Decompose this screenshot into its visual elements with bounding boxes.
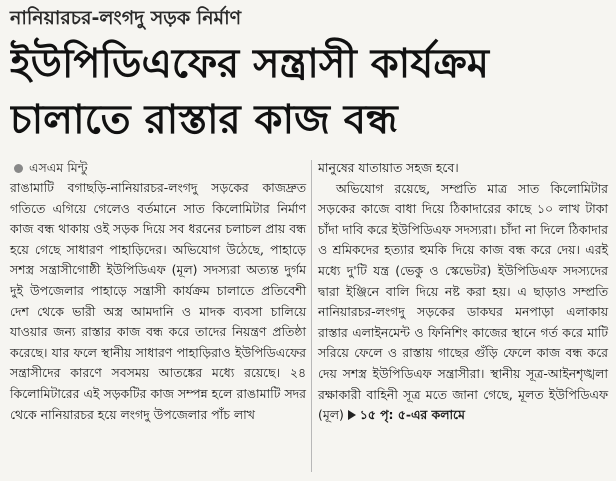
continued-jump bbox=[348, 407, 465, 422]
byline-author: এসএম মিন্টু bbox=[29, 160, 88, 175]
kicker-line: নানিয়ারচর-লংগদু সড়ক নির্মাণ bbox=[10, 7, 242, 29]
article-column-left bbox=[10, 178, 306, 425]
triangle-icon bbox=[348, 410, 356, 420]
paragraph: রাঙামাটি বগাছড়ি-নানিয়ারচর-লংগদু সড়কের কাজদ্রুত গতিতে এগিয়ে গেলেও বর্তমানে সাত কিলোমিটার নির্মাণ কাজ বন্ধ থাকায় ওই সড়ক দিয়ে সব ধরনের চলাচল প্রায় বন্ধ হয়ে গেছে সাধারণ পাহাড়িদের। অভিযোগ উঠেছে, পাহাড়ে সশস্ত্র সন্ত্রাসীগোষ্ঠী ইউপিডিএফ (মূল) সদস্যরা অত্যন্ত দুর্গম দুই উপজেলার পাহাড়ে সন্ত্রাসী কার্যক্রম চালাতে প্রতিবেশী দেশ থেকে ভারী অস্ত্র আমদানি ও মাদক ব্যবসা চালিয়ে যাওয়ার জন্য রাস্তার কাজ বন্ধ করে তাদের নিয়ন্ত্রণ প্রতিষ্ঠা করেছে। যার ফলে স্থানীয় সাধারণ পাহাড়িরাও ইউপিডিএফের সন্ত্রাসীদের কারণে সবসময় আতঙ্কের মধ্যে রয়েছে। ২৪ কিলোমিটারের এই সড়কটির কাজ সম্পন্ন হলে রাঙামাটি সদর থেকে নানিয়ারচর হয়ে লংগদু উপজেলার পাঁচ লাখ bbox=[10, 180, 306, 422]
bullet-icon bbox=[14, 164, 23, 173]
paragraph-carry: মানুষের যাতায়াত সহজ হবে। bbox=[318, 160, 459, 175]
article-column-right bbox=[318, 158, 608, 426]
paragraph-text: অভিযোগ রয়েছে, সম্প্রতি মাত্র সাত কিলোমিটার সড়কের কাজে বাধা দিয়ে ঠিকাদারের কাছে ১০ লাখ টাকা চাঁদা দাবি করে ইউপিডিএফ সদস্যরা। চাঁদা না দিলে ঠিকাদার ও শ্রমিকদের হত্যার হুমকি দিয়ে কাজ বন্ধ করে দেয়। এরই মধ্যে দু'টি যন্ত্র (ভেকু ও স্কেভেটর) ইউপিডিএফ সদস্যদের দ্বারা ইঞ্জিনে বালি দিয়ে নষ্ট করা হয়। এ ছাড়াও সম্প্রতি নানিয়ারচর-লংগদু সড়কের ডাকঘর মনপাড়া এলাকায় রাস্তার এলাইনমেন্ট ও ফিনিশিং কাজের স্থানে গর্ত করে মাটি সরিয়ে ফেলে ও রাস্তায় গাছের গুঁড়ি ফেলে কাজ বন্ধ করে দেয় সশস্ত্র ইউপিডিএফ সন্ত্রাসীরা। স্থানীয় সূত্র-আইনশৃঙ্খলা রক্ষাকারী বাহিনী সূত্র মতে জানা গেছে, মূলত ইউপিডিএফ (মূল) bbox=[318, 180, 608, 423]
headline-line-1: ইউপিডিএফের সন্ত্রাসী কার্যক্রম bbox=[10, 41, 489, 87]
paragraph bbox=[318, 179, 608, 426]
column-divider bbox=[311, 160, 312, 472]
byline bbox=[14, 160, 88, 176]
headline-line-2: চালাতে রাস্তার কাজ বন্ধ bbox=[10, 97, 398, 143]
continued-label: ১৫ পৃ: ৫-এর কলামে bbox=[359, 407, 465, 423]
headline bbox=[10, 36, 610, 148]
